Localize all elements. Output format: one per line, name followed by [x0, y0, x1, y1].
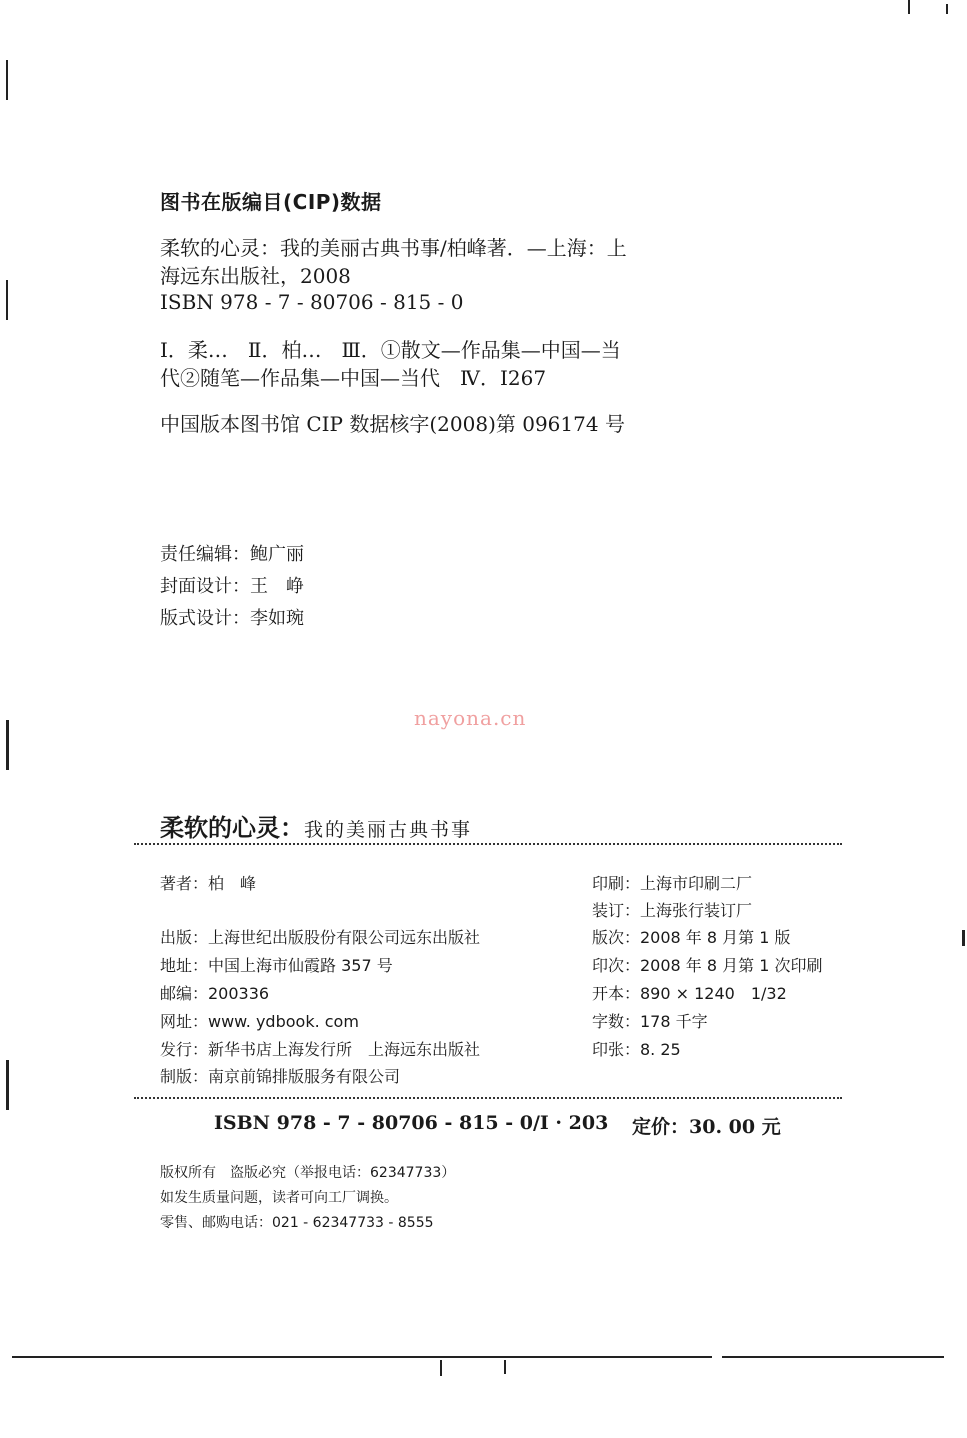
distribution-info: 发行：新华书店上海发行所 上海远东出版社 [160, 1040, 481, 1059]
scan-edge-left [6, 1060, 9, 1110]
book-main-title: 柔软的心灵： [160, 814, 304, 842]
typesetting-info: 制版：南京前锦排版服务有限公司 [160, 1067, 401, 1086]
quality-notice: 如发生质量问题，读者可向工厂调换。 [160, 1190, 398, 1206]
dotted-divider-bottom [134, 1097, 842, 1099]
cip-title-line: 柔软的心灵：我的美丽古典书事/柏峰著．—上海：上 [160, 236, 627, 260]
scan-edge-right [962, 930, 965, 946]
printed-sheets-info: 印张：8. 25 [592, 1040, 681, 1059]
cip-verification: 中国版本图书馆 CIP 数据核字(2008)第 096174 号 [160, 412, 625, 436]
cip-isbn: ISBN 978 - 7 - 80706 - 815 - 0 [160, 290, 464, 314]
printing-info: 印刷：上海市印刷二厂 [592, 874, 753, 893]
author-info: 著者：柏 峰 [160, 874, 257, 893]
impression-info: 印次：2008 年 8 月第 1 次印刷 [592, 956, 823, 975]
cip-publisher-line: 海远东出版社，2008 [160, 264, 351, 288]
scan-edge-right [908, 0, 910, 14]
website-info: 网址：www. ydbook. com [160, 1012, 359, 1031]
address-info: 地址：中国上海市仙霞路 357 号 [160, 956, 393, 975]
publisher-info: 出版：上海世纪出版股份有限公司远东出版社 [160, 928, 481, 947]
cip-classification-line1: Ⅰ．柔… Ⅱ．柏… Ⅲ．①散文—作品集—中国—当 [160, 338, 621, 362]
book-subtitle: 我的美丽古典书事 [304, 819, 473, 841]
scan-edge-left [6, 60, 8, 100]
word-count-info: 字数：178 千字 [592, 1012, 708, 1031]
binding-info: 装订：上海张行装订厂 [592, 901, 753, 920]
rights-notice: 版权所有 盗版必究（举报电话：62347733） [160, 1165, 456, 1181]
isbn-full: ISBN 978 - 7 - 80706 - 815 - 0/I · 203 [214, 1112, 609, 1134]
cover-designer: 封面设计：王 峥 [160, 576, 304, 597]
bottom-rule [12, 1356, 712, 1358]
layout-designer: 版式设计：李如琬 [160, 608, 304, 629]
retail-phone: 零售、邮购电话：021 - 62347733 - 8555 [160, 1215, 434, 1231]
bottom-tick [504, 1360, 506, 1374]
format-info: 开本：890 × 1240 1/32 [592, 984, 787, 1003]
scan-edge-left [6, 280, 8, 320]
bottom-tick [440, 1360, 442, 1376]
scan-edge-right [946, 4, 948, 14]
responsible-editor: 责任编辑：鲍广丽 [160, 544, 304, 565]
price: 定价：30. 00 元 [632, 1116, 781, 1138]
edition-info: 版次：2008 年 8 月第 1 版 [592, 928, 791, 947]
cip-classification-line2: 代②随笔—作品集—中国—当代 Ⅳ．I267 [160, 366, 547, 390]
scan-edge-left [6, 720, 9, 770]
book-title [160, 808, 472, 843]
watermark-text: nayona.cn [414, 706, 527, 730]
cip-heading: 图书在版编目(CIP)数据 [160, 190, 382, 214]
bottom-rule [722, 1356, 944, 1358]
dotted-divider-top [134, 843, 842, 845]
postcode-info: 邮编：200336 [160, 984, 270, 1003]
